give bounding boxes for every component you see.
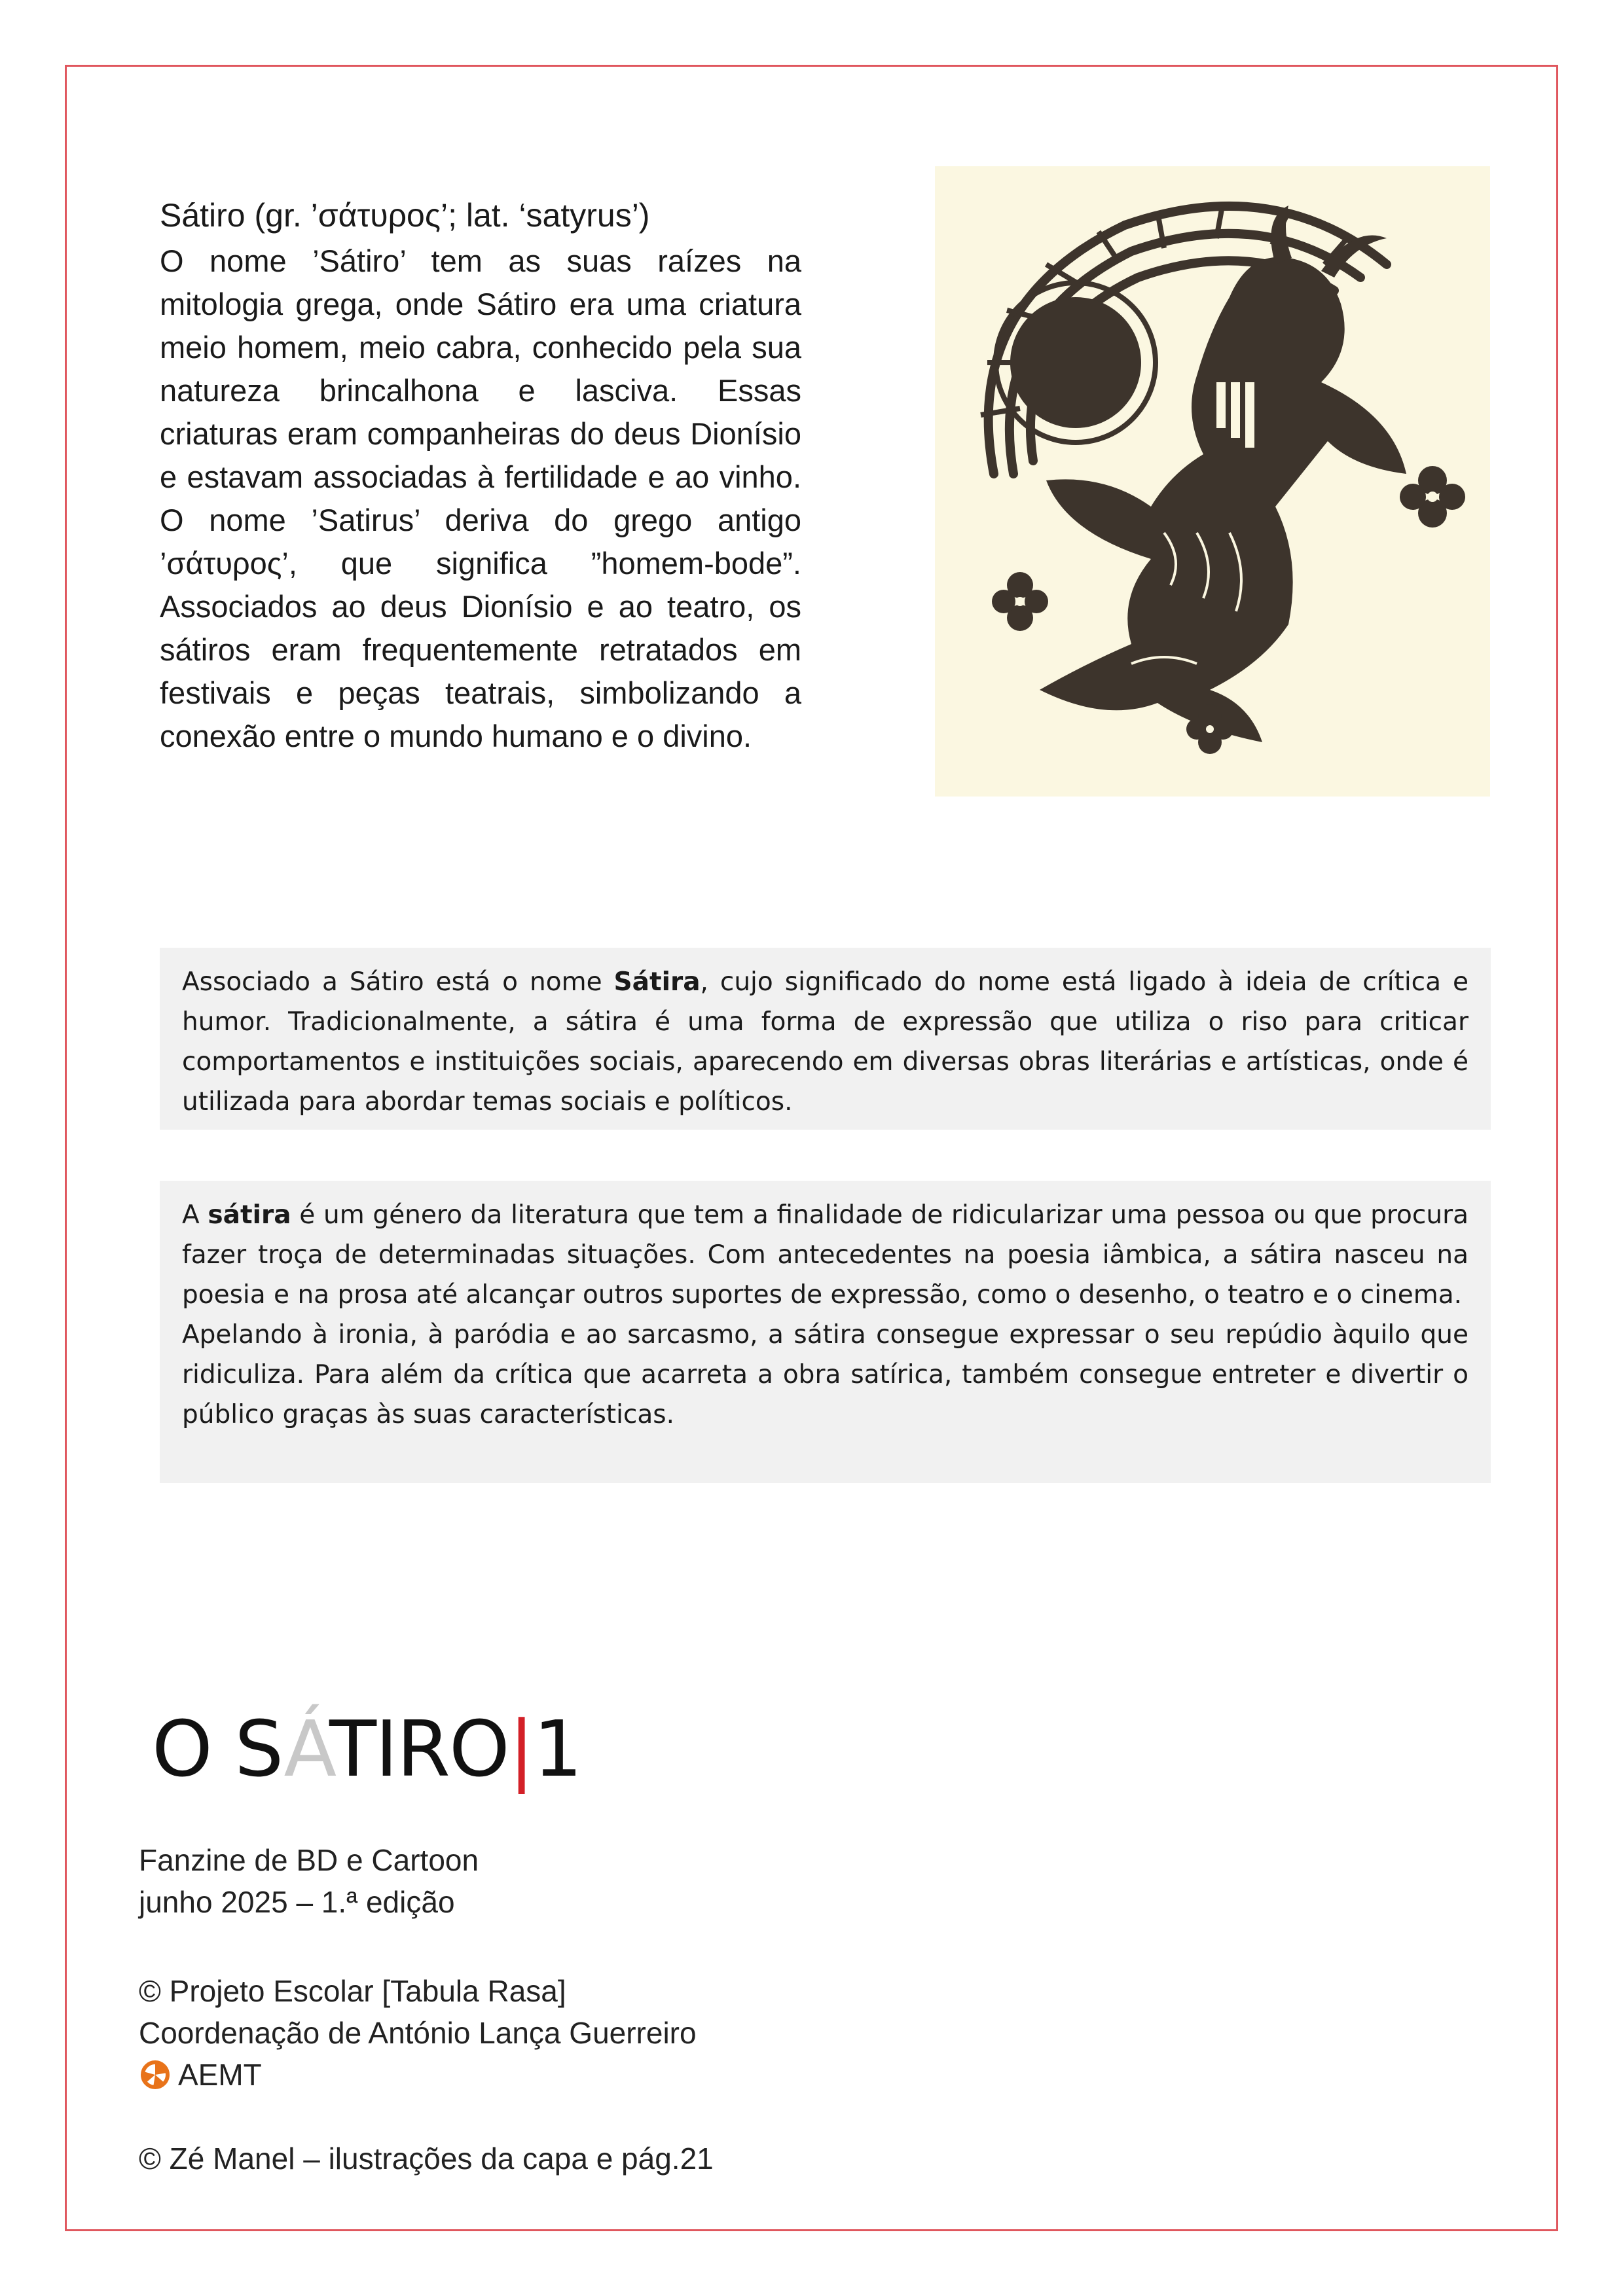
colophon-line-illustrator: © Zé Manel – ilustrações da capa e pág.21 — [139, 2142, 714, 2176]
colophon-line-aemt — [139, 2054, 697, 2096]
satyr-woodcut-icon — [935, 166, 1490, 797]
satiro-intro — [160, 194, 801, 758]
box2-paragraph-2: Apelando à ironia, à paródia e ao sarcasmo, a sátira consegue expressar o seu repúdio àquilo que ridiculiza. Para além da crítica que acarreta a obra satírica, também consegue entreter e divertir o público graças às suas características. — [182, 1320, 1468, 1429]
box2-p1-after: é um género da literatura que tem a finalidade de ridicularizar uma pessoa ou que procura fazer troça de determinadas situações. Com antecedentes na poesia iâmbica, a sátira nasceu na poesia e na prosa até alcançar outros suportes de expressão, como o desenho, o teatro e o cinema. — [182, 1200, 1468, 1310]
colophon-line-date: junho 2025 – 1.ª edição — [139, 1885, 455, 1919]
colophon-line-project: © Projeto Escolar [Tabula Rasa] — [139, 1974, 566, 2008]
logo-part-1: O S — [152, 1704, 284, 1794]
box2-paragraph-1 — [182, 1195, 1468, 1315]
box1-text — [182, 962, 1468, 1122]
intro-title: Sátiro (gr. ’σάτυρος’; lat. ‘satyrus’) — [160, 197, 650, 234]
colophon-line-fanzine: Fanzine de BD e Cartoon — [139, 1843, 479, 1877]
box1-text-after: , cujo significado do nome está ligado à ideia de crítica e humor. Tradicionalmente, a sátira é uma forma de expressão que utiliza o riso para criticar comportamentos e instituições sociais, aparecendo em diversas obras literárias e artísticas, onde é utilizada para abordar temas sociais e políticos. — [182, 967, 1468, 1117]
logo-part-3: TIRO — [329, 1704, 509, 1794]
colophon-credits — [139, 1970, 697, 2096]
intro-text: O nome ’Sátiro’ tem as suas raízes na mitologia grega, onde Sátiro era uma criatura meio homem, meio cabra, conhecido pela sua natureza brincalhona e lasciva. Essas criaturas eram companheiras do deus Dionísio e estavam associadas à fertilidade e ao vinho. O nome ’Satirus’ deriva do grego antigo ’σάτυρος’, que significa ”homem-bode”. Associados ao deus Dionísio e ao teatro, os sátiros eram frequentemente retratados em festivais e peças teatrais, simbolizando a conexão entre o mundo humano e o divino. — [160, 243, 801, 753]
colophon-edition — [139, 1839, 479, 1923]
aemt-logo-icon — [139, 2058, 172, 2091]
aemt-label: AEMT — [178, 2058, 262, 2092]
satyr-illustration — [935, 166, 1490, 797]
box2-p1-before: A — [182, 1200, 208, 1230]
logo-red-bar: | — [508, 1704, 534, 1794]
o-satiro-logo — [152, 1703, 581, 1795]
satira-definition-box — [160, 1181, 1491, 1483]
colophon-line-coordination: Coordenação de António Lança Guerreiro — [139, 2016, 697, 2050]
satira-association-box — [160, 948, 1491, 1130]
box1-bold-term: Sátira — [613, 967, 701, 997]
colophon-illustrations — [139, 2138, 714, 2179]
box2-bold-term: sátira — [208, 1200, 291, 1230]
box1-text-before: Associado a Sátiro está o nome — [182, 967, 614, 997]
logo-issue-number: 1 — [533, 1704, 581, 1794]
logo-ghost-letter: Á — [283, 1704, 330, 1794]
